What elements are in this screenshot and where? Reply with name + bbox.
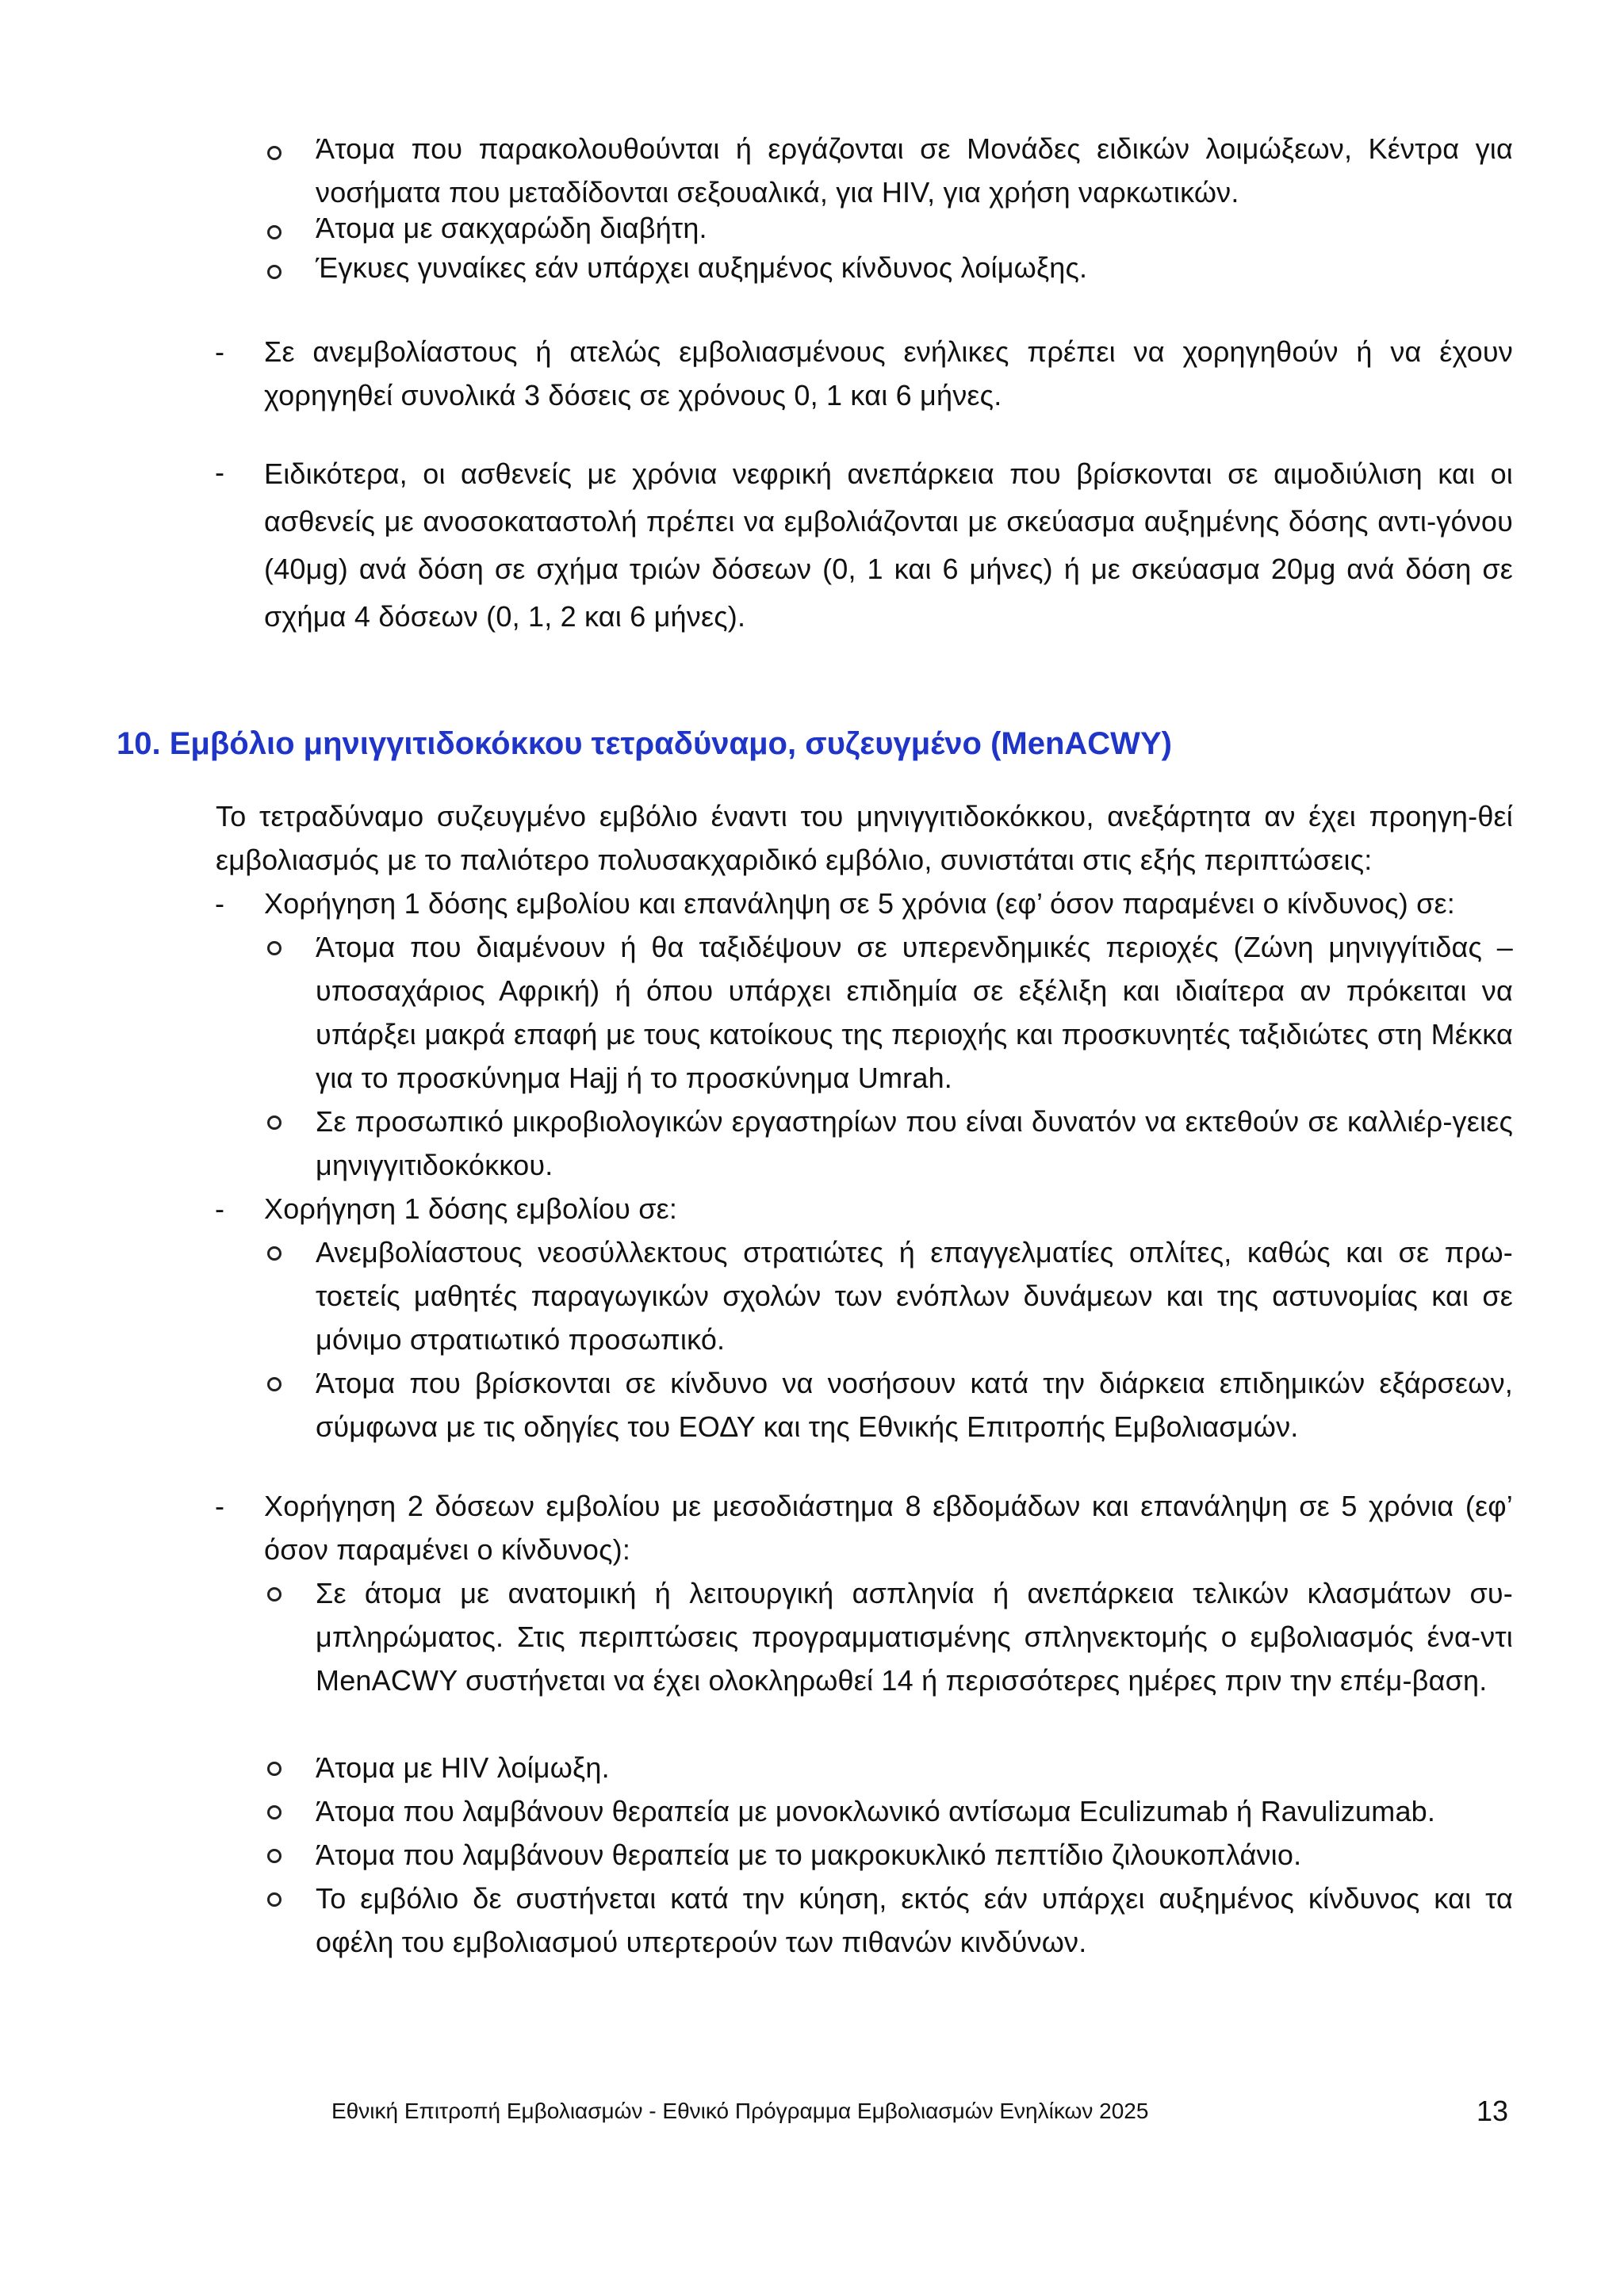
paragraph-dose-schedule: Σε ανεμβολίαστους ή ατελώς εμβολιασμένους ενήλικες πρέπει να χορηγηθούν ή να έχουν χορηγηθεί συνολικά 3 δόσεις σε χρόνους 0, 1 και 6 μήνες.	[264, 335, 1513, 411]
bullet-marker	[267, 1230, 282, 1261]
bullet-marker	[267, 1571, 282, 1601]
list-item: Άτομα με HIV λοίμωξη.	[316, 1751, 610, 1784]
bullet-marker	[267, 1746, 282, 1776]
page-number: 13	[1477, 2095, 1509, 2127]
list-item: Έγκυες γυναίκες εάν υπάρχει αυξημένος κίνδυνος λοίμωξης.	[316, 251, 1088, 284]
group-lead: Χορήγηση 1 δόσης εμβολίου και επανάληψη σε 5 χρόνια (εφ’ όσον παραμένει ο κίνδυνος) σε:	[264, 887, 1455, 920]
list-item: Σε προσωπικό μικροβιολογικών εργαστηρίων που είναι δυνατόν να εκτεθούν σε καλλιέρ-γειες μηνιγγιτιδοκόκκου.	[316, 1105, 1513, 1181]
dash-marker: -	[215, 335, 224, 368]
list-item: Άτομα με σακχαρώδη διαβήτη.	[316, 212, 707, 244]
list-item: Άτομα που διαμένουν ή θα ταξιδέψουν σε υπερενδημικές περιοχές (Ζώνη μηνιγγίτιδας – υποσαχάριος Αφρική) ή όπου υπάρχει επιδημία σε εξέλιξη και ιδιαίτερα αν πρόκειται να υπάρξει μακρά επαφή με τους κατοίκους της περιοχής και προσκυνητές ταξιδιώτες στη Μέκκα για το προσκύνημα Hajj ή το προσκύνημα Umrah.	[316, 931, 1513, 1094]
group-lead: Χορήγηση 2 δόσεων εμβολίου με μεσοδιάστημα 8 εβδομάδων και επανάληψη σε 5 χρόνια (εφ’ όσον παραμένει ο κίνδυνος):	[264, 1490, 1513, 1566]
section-intro: Το τετραδύναμο συζευγμένο εμβόλιο έναντι του μηνιγγιτιδοκόκκου, ανεξάρτητα αν έχει προηγη-θεί εμβολιασμός με το παλιότερο πολυσακχαριδικό εμβόλιο, συνιστάται στις εξής περιπτώσεις:	[216, 800, 1513, 876]
list-item: Σε άτομα με ανατομική ή λειτουργική ασπληνία ή ανεπάρκεια τελικών κλασμάτων συ-μπληρώματος. Στις περιπτώσεις προγραμματισμένης σπληνεκτομής ο εμβολιασμός ένα-ντι MenACWY συστήνεται να έχει ολοκληρωθεί 14 ή περισσότερες ημέρες πριν την επέμ-βαση.	[316, 1577, 1513, 1697]
bullet-marker	[267, 1833, 282, 1863]
bullet-marker	[267, 1100, 282, 1130]
list-item: Άτομα που λαμβάνουν θεραπεία με το μακροκυκλικό πεπτίδιο ζιλουκοπλάνιο.	[316, 1839, 1302, 1871]
dash-marker: -	[215, 1192, 224, 1225]
bullet-marker	[267, 1789, 282, 1820]
list-item: Άτομα που βρίσκονται σε κίνδυνο να νοσήσουν κατά την διάρκεια επιδημικών εξάρσεων, σύμφωνα με τις οδηγίες του ΕΟΔΥ και της Εθνικής Επιτροπής Εμβολιασμών.	[316, 1367, 1513, 1443]
paragraph-dialysis-patients: Ειδικότερα, οι ασθενείς με χρόνια νεφρική ανεπάρκεια που βρίσκονται σε αιμοδιύλιση και οι ασθενείς με ανοσοκαταστολή πρέπει να εμβολιάζονται με σκεύασμα αυξημένης δόσης αντι-γόνου (40μg) ανά δόση σε σχήμα τριών δόσεων (0, 1 και 6 μήνες) ή με σκεύασμα 20μg ανά δόση σε σχήμα 4 δόσεων (0, 1, 2 και 6 μήνες).	[264, 457, 1513, 633]
bullet-marker	[267, 249, 282, 279]
list-item: Άτομα που παρακολουθούνται ή εργάζονται σε Μονάδες ειδικών λοιμώξεων, Κέντρα για νοσήματα που μεταδίδονται σεξουαλικά, για HIV, για χρήση ναρκωτικών.	[316, 132, 1513, 209]
dash-marker: -	[215, 887, 224, 920]
section-heading: 10. Εμβόλιο μηνιγγιτιδοκόκκου τετραδύναμο, συζευγμένο (MenACWY)	[117, 726, 1172, 761]
bullet-marker	[267, 1877, 282, 1907]
dash-marker: -	[215, 1490, 224, 1522]
page-footer: Εθνική Επιτροπή Εμβολιασμών - Εθνικό Πρόγραμμα Εμβολιασμών Ενηλίκων 2025	[331, 2099, 1149, 2123]
bullet-marker	[267, 925, 282, 955]
bullet-marker	[267, 1361, 282, 1391]
group-lead: Χορήγηση 1 δόσης εμβολίου σε:	[264, 1192, 678, 1225]
list-item: Ανεμβολίαστους νεοσύλλεκτους στρατιώτες ή επαγγελματίες οπλίτες, καθώς και σε πρω-τοετείς μαθητές παραγωγικών σχολών των ενόπλων δυνάμεων και της αστυνομίας και σε μόνιμο στρατιωτικό προσωπικό.	[316, 1236, 1513, 1356]
bullet-marker	[267, 209, 282, 239]
bullet-marker	[267, 130, 282, 160]
list-item: Άτομα που λαμβάνουν θεραπεία με μονοκλωνικό αντίσωμα Eculizumab ή Ravulizumab.	[316, 1795, 1436, 1827]
list-item: Το εμβόλιο δε συστήνεται κατά την κύηση, εκτός εάν υπάρχει αυξημένος κίνδυνος και τα οφέλη του εμβολιασμού υπερτερούν των πιθανών κινδύνων.	[316, 1882, 1513, 1958]
dash-marker: -	[215, 456, 224, 488]
